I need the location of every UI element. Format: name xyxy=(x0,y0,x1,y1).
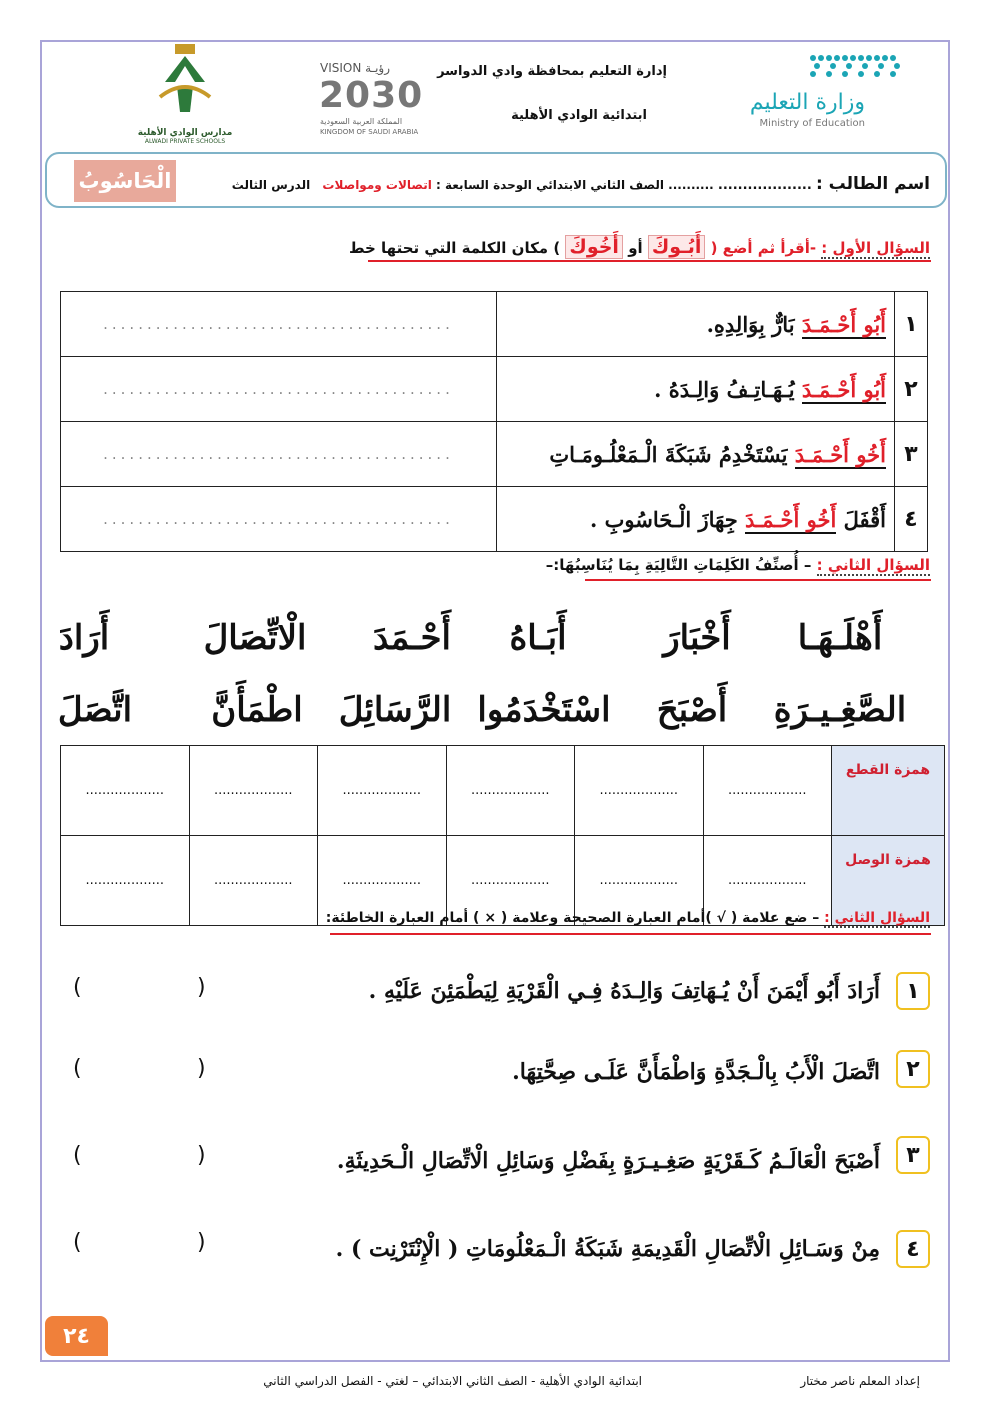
q1-or: أو xyxy=(628,239,643,257)
answer-cell[interactable]: ................... xyxy=(446,836,575,926)
q2-title xyxy=(546,556,930,574)
q3-title-underline xyxy=(330,933,931,935)
word-item: الْاتِّصَالَ xyxy=(203,618,307,658)
vision-2030-logo xyxy=(315,55,425,140)
vision-year: 2030 xyxy=(319,75,424,116)
q1-option-1: أَبُـوكَ xyxy=(648,235,705,259)
row-number: ١ xyxy=(895,292,928,357)
answer-blank[interactable]: ........................................ xyxy=(61,357,497,422)
lesson-name: الدرس الثالث xyxy=(231,178,311,192)
q3-instruction: – ضع علامة ( √ )أمام العبارة الصحيحة وعلامة ( × ) أمام العبارة الخاطئة: xyxy=(325,910,820,926)
underlined-word: أَبُو أَحْـمَـدَ xyxy=(801,311,886,337)
sentence-post: جِهَازَ الْـحَاسُوبِ . xyxy=(590,506,746,532)
answer-cell[interactable]: ................... xyxy=(189,746,318,836)
vision-top: VISION رؤيـة xyxy=(320,61,391,75)
answer-cell[interactable]: ................... xyxy=(703,836,832,926)
q1-title xyxy=(349,236,930,258)
directorate-name: إدارة التعليم بمحافظة وادي الدواسر xyxy=(437,64,667,79)
hamzat-qat-label: همزة القطع xyxy=(832,746,945,836)
answer-cell[interactable]: ................... xyxy=(61,746,190,836)
statement: أَصْبَحَ الْعَالَـمُ كَـقَرْيَةٍ صَغِـيـرَةٍ بِفَضْلِ وَسَائِلِ الْاتِّصَالِ الْـحَدِيثَةِ. xyxy=(336,1148,880,1174)
answer-paren-open: ( xyxy=(197,1056,206,1081)
answer-paren-close: ) xyxy=(73,1056,82,1081)
moe-english: Ministry of Education xyxy=(759,118,865,129)
footer-info: ابتدائية الوادي الأهلية - الصف الثاني الابتدائي – لغتي - الفصل الدراسي الثاني xyxy=(263,1374,642,1388)
underlined-word: أَخُو أَحْـمَـدَ xyxy=(745,506,837,532)
word-item: اسْتَخْدَمُوا xyxy=(477,690,611,730)
answer-cell[interactable]: ................... xyxy=(189,836,318,926)
answer-cell[interactable]: ................... xyxy=(318,836,447,926)
student-name-field[interactable]: ................... xyxy=(717,178,812,193)
moe-logo xyxy=(745,50,905,135)
word-item: اتَّصَلَ xyxy=(57,690,133,730)
word-item: أَهْلَـهَـا xyxy=(797,618,883,658)
moe-arabic: وزارة التعليم xyxy=(749,90,865,115)
alwadi-logo xyxy=(120,40,250,145)
q3-label: السؤال الثاني : xyxy=(824,910,930,926)
sentence xyxy=(497,422,895,487)
underlined-word: أَبُو أَحْـمَـدَ xyxy=(801,376,886,402)
word-item: اطْمَأَنَّ xyxy=(211,690,303,730)
subject-badge: الْحَاسُوبُ xyxy=(74,160,176,202)
alwadi-emblem-icon xyxy=(155,42,215,117)
answer-blank[interactable]: ........................................ xyxy=(61,422,497,487)
word-item: أَرَادَ xyxy=(58,618,110,658)
answer-paren-close: ) xyxy=(73,1143,82,1168)
row-number: ٤ xyxy=(895,487,928,552)
answer-cell[interactable]: ................... xyxy=(318,746,447,836)
answer-blank[interactable]: ........................................ xyxy=(61,487,497,552)
sentence-post: يُـهَـاتِـفُ وَالِـدَهُ . xyxy=(654,376,802,402)
sentence xyxy=(497,487,895,552)
hamzat-wasl-label: همزة الوصل xyxy=(832,836,945,926)
q1-title-underline xyxy=(368,260,931,262)
table-row xyxy=(61,746,945,836)
vision-sub-english: KINGDOM OF SAUDI ARABIA xyxy=(320,128,419,136)
item-number: ٣ xyxy=(896,1136,930,1174)
sentence-post: يَسْتَخْدِمُ شَبَكَةَ الْـمَعْلُـومَـاتِ xyxy=(549,441,795,467)
alwadi-arabic: مدارس الوادي الأهلية xyxy=(137,128,233,138)
sentence xyxy=(497,357,895,422)
word-item: الصَّغِـيـرَةِ xyxy=(773,690,907,730)
footer-author: إعداد المعلم ناصر مختار xyxy=(800,1374,920,1388)
student-info-line xyxy=(232,174,930,194)
q2-label: السؤال الثاني : xyxy=(816,556,930,574)
class-details: .......... الصف الثاني الابتدائي الوحدة السابعة : xyxy=(436,178,714,192)
answer-cell[interactable]: ................... xyxy=(446,746,575,836)
word-item: أَحْـمَدَ xyxy=(373,618,451,658)
vision-sub-arabic: المملكة العربية السعودية xyxy=(320,117,403,126)
word-item: أَبَـاهُ xyxy=(509,618,567,658)
sentence-pre: أَقْفَلَ xyxy=(836,506,886,532)
word-item: أَخْبَارَ xyxy=(663,618,731,658)
answer-slot[interactable] xyxy=(90,1230,190,1258)
q1-instruction-b: ) مكان الكلمة التي تحتها خط xyxy=(348,239,561,257)
answer-paren-close: ) xyxy=(73,975,82,1000)
answer-cell[interactable]: ................... xyxy=(703,746,832,836)
statement: مِنْ وَسَـائِلِ الْاتِّصَالِ الْقَدِيمَةِ شَبَكَةُ الْـمَعْلُومَاتِ ( الْإِنْتَرْنِت ) . xyxy=(335,1236,880,1262)
statement: أَرَادَ أَبُو أَيْمَنَ أَنْ يُـهَاتِفَ وَالِـدَهُ فِـي الْقَرْيَةِ لِيَطْمَئِنَ عَلَيْهِ . xyxy=(368,978,880,1004)
sentence xyxy=(497,292,895,357)
statement: اتَّصَلَ الْأَبُ بِالْـجَدَّةِ وَاطْمَأَنَّ عَلَـى صِحَّتِهَا. xyxy=(512,1059,880,1085)
q1-option-2: أَخُوكَ xyxy=(565,235,623,259)
q2-title-underline xyxy=(585,579,931,581)
answer-paren-open: ( xyxy=(197,975,206,1000)
sentence-post: بَارٌّ بِوَالِدِهِ. xyxy=(706,311,802,337)
answer-paren-open: ( xyxy=(197,1230,206,1255)
q1-table xyxy=(60,291,928,552)
item-number: ٢ xyxy=(896,1050,930,1088)
table-row xyxy=(61,292,928,357)
answer-cell[interactable]: ................... xyxy=(575,746,704,836)
q1-instruction-a: -أقرأ ثم أضع ( xyxy=(710,239,817,257)
word-item: الرَّسَائِلَ xyxy=(338,690,452,730)
answer-slot[interactable] xyxy=(90,1143,190,1171)
table-row xyxy=(61,422,928,487)
answer-slot[interactable] xyxy=(90,975,190,1003)
alwadi-english: ALWADI PRIVATE SCHOOLS xyxy=(144,138,226,145)
unit-name: اتصالات ومواصلات xyxy=(322,178,432,192)
answer-paren-open: ( xyxy=(197,1143,206,1168)
table-row xyxy=(61,487,928,552)
table-row xyxy=(61,357,928,422)
item-number: ١ xyxy=(896,972,930,1010)
item-number: ٤ xyxy=(896,1230,930,1268)
answer-slot[interactable] xyxy=(90,1056,190,1084)
moe-dots-icon xyxy=(807,52,902,80)
answer-cell[interactable]: ................... xyxy=(61,836,190,926)
answer-blank[interactable]: ........................................ xyxy=(61,292,497,357)
classification-table xyxy=(60,745,945,926)
q3-title xyxy=(326,910,930,926)
row-number: ٢ xyxy=(895,357,928,422)
q2-instruction: – أُصنِّفُ الكَلِمَاتِ التَّالِيَةِ بِمَا يُنَاسِبُهَا:– xyxy=(545,556,812,574)
word-item: أَصْبَحَ xyxy=(656,690,728,730)
page-number: ٢٤ xyxy=(45,1316,108,1356)
student-name-label: اسم الطالب : xyxy=(815,174,930,194)
row-number: ٣ xyxy=(895,422,928,487)
answer-paren-close: ) xyxy=(73,1230,82,1255)
underlined-word: أَخُو أَحْـمَـدَ xyxy=(794,441,886,467)
school-name: ابتدائية الوادي الأهلية xyxy=(511,108,647,123)
answer-cell[interactable]: ................... xyxy=(575,836,704,926)
q1-label: السؤال الأول : xyxy=(821,239,930,257)
